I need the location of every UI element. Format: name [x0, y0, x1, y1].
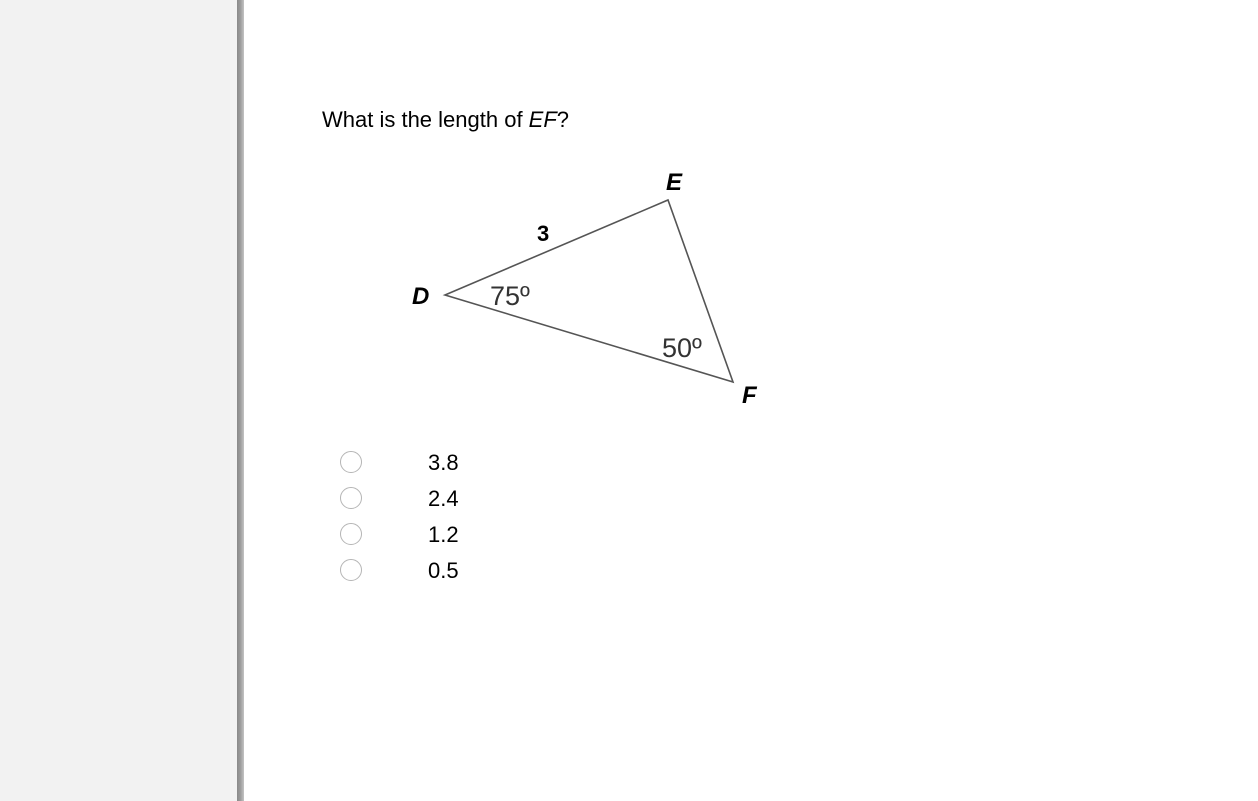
question-segment: EF: [528, 107, 557, 132]
radio-button[interactable]: [340, 559, 362, 581]
radio-button[interactable]: [340, 487, 362, 509]
radio-button[interactable]: [340, 523, 362, 545]
choice-label: 2.4: [428, 486, 459, 511]
choice-label: 0.5: [428, 558, 459, 583]
question-prefix: What is the length of: [322, 107, 529, 132]
angle-label-f: 50º: [662, 333, 702, 363]
choice-option[interactable]: [340, 558, 540, 594]
triangle-diagram: [400, 160, 780, 410]
left-panel: [0, 0, 237, 801]
angle-label-d: 75º: [490, 281, 530, 311]
vertex-label-d: D: [412, 283, 430, 310]
choice-option[interactable]: [340, 522, 540, 558]
question-suffix: ?: [556, 107, 570, 132]
vertex-label-e: E: [666, 169, 683, 196]
choice-option[interactable]: [340, 486, 540, 522]
radio-button[interactable]: [340, 451, 362, 473]
question-text: [322, 107, 569, 133]
panel-divider: [237, 0, 244, 801]
choice-label: 1.2: [428, 522, 459, 547]
choice-label: 3.8: [428, 450, 459, 475]
side-label-de: 3: [537, 221, 550, 246]
answer-choices: [340, 450, 540, 594]
choice-option[interactable]: [340, 450, 540, 486]
vertex-label-f: F: [742, 382, 757, 409]
